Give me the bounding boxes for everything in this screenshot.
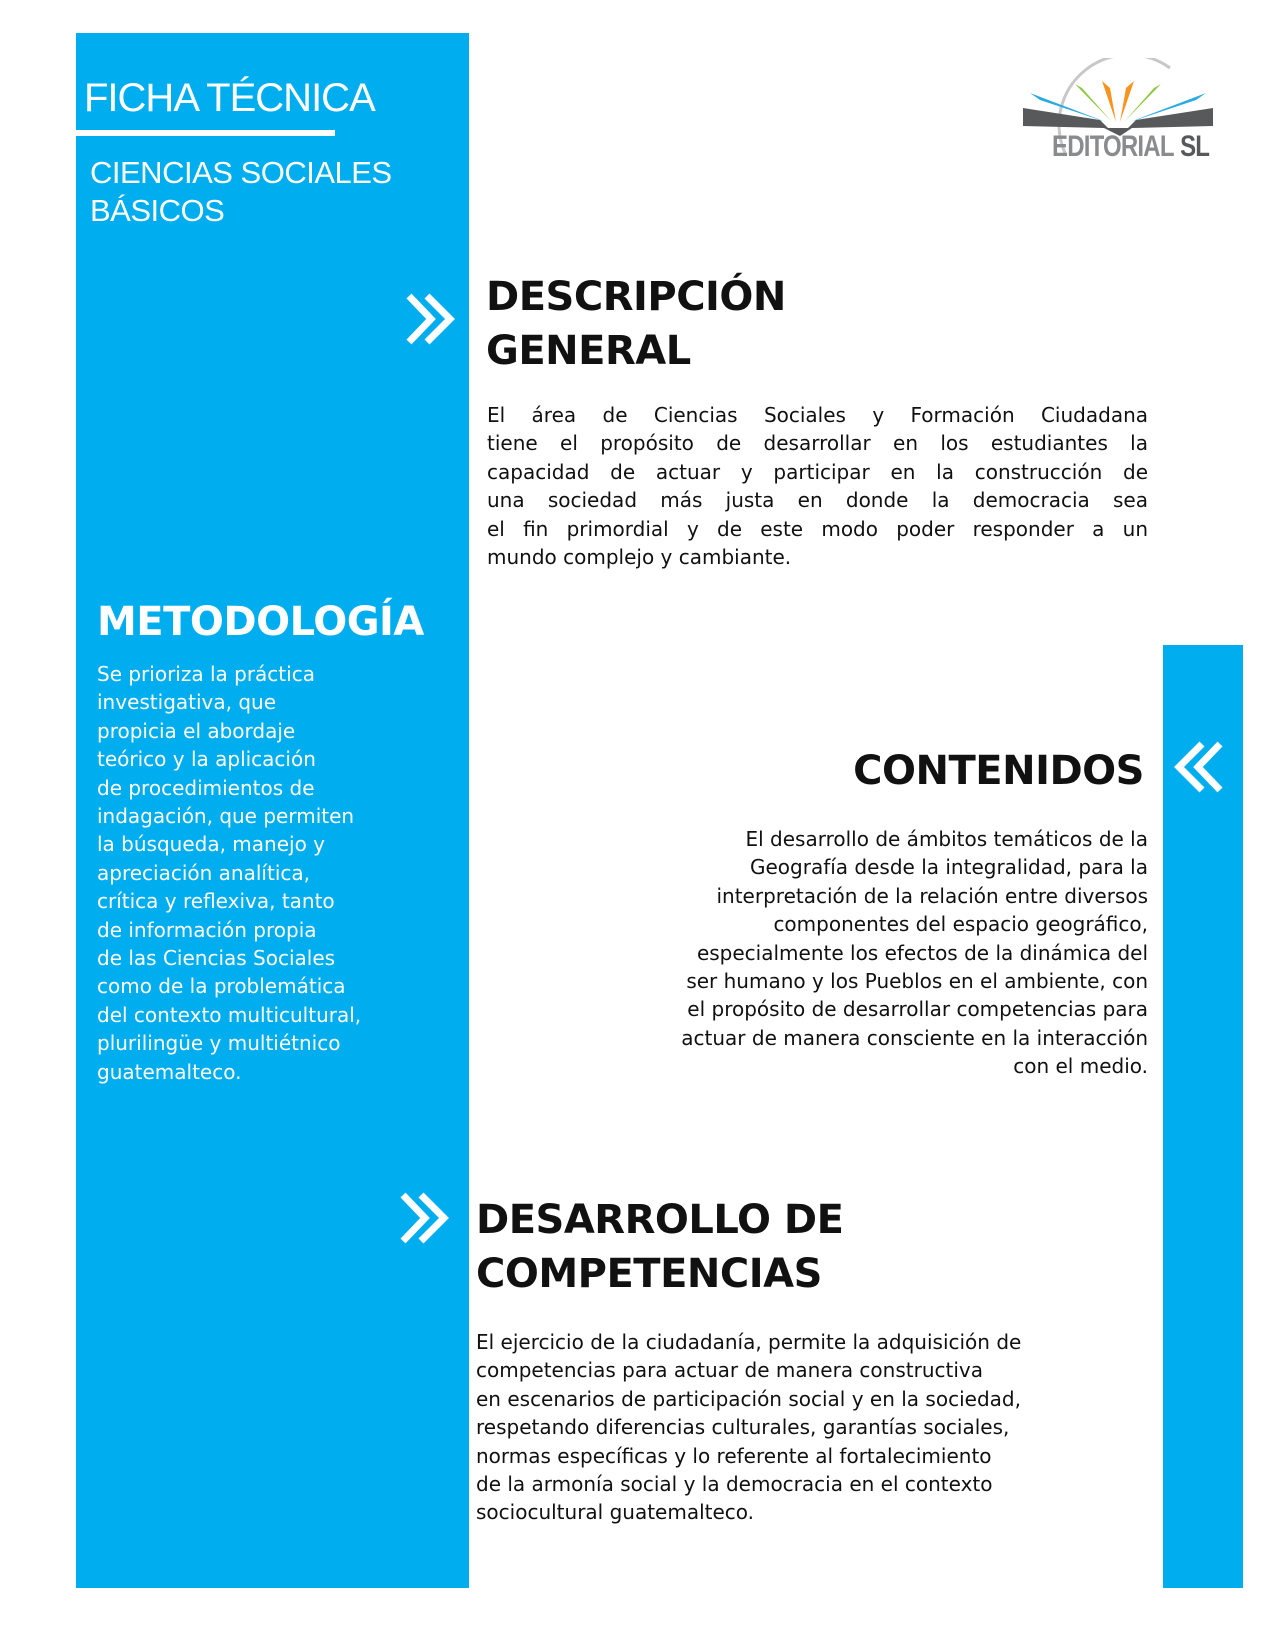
subtitle-line: BÁSICOS [90,193,225,228]
logo-text: EDITORIAL [1052,130,1174,163]
page-title: FICHA TÉCNICA [84,76,375,120]
subtitle-line: CIENCIAS SOCIALES [90,155,392,190]
text-line: ser humano y los Pueblos en el ambiente, con [686,969,1148,994]
text-line: Se prioriza la práctica [97,662,315,686]
text-line: de la armonía social y la democracia en el contexto [476,1472,993,1497]
text-line: indagación, que permiten [97,804,355,829]
text-line: competencias para actuar de manera constructiva [476,1358,983,1383]
text-line: como de la problemática [97,974,346,999]
logo-text-suffix: SL [1180,130,1210,163]
competencias-heading [476,1193,843,1301]
text-line: investigativa, que [97,690,277,715]
text-line: El ejercicio de la ciudadanía, permite la adquisición de [476,1330,1022,1354]
text-line: sociocultural guatemalteco. [476,1500,755,1525]
title-underline [76,130,335,136]
subject-title [90,154,392,230]
text-line: El área de Ciencias Sociales y Formación Ciudadana [487,403,1148,427]
descripcion-body [487,401,1148,571]
double-chevron-left-icon [1172,740,1226,794]
text-line: Geografía desde la integralidad, para la [750,855,1148,880]
text-line: la búsqueda, manejo y [97,832,326,857]
metodologia-body [97,660,361,1086]
text-line: actuar de manera consciente en la interacción [681,1025,1148,1050]
text-line: una sociedad más justa en donde la democracia sea [487,488,1148,513]
text-line: interpretación de la relación entre diversos [716,883,1148,908]
descripcion-heading [486,270,786,378]
text-line: propicia el abordaje [97,718,296,743]
text-line: componentes del espacio geográfico, [773,912,1148,937]
text-line: especialmente los efectos de la dinámica del [696,940,1148,965]
text-line: el propósito de desarrollar competencias para [687,997,1148,1022]
text-line: de procedimientos de [97,775,315,800]
text-line: con el medio. [1013,1054,1148,1079]
contenidos-body [681,825,1148,1081]
text-line: crítica y reflexiva, tanto [97,889,335,914]
heading-line: COMPETENCIAS [476,1251,822,1297]
text-line: mundo complejo y cambiante. [487,545,792,570]
competencias-body [476,1328,1021,1527]
text-line: del contexto multicultural, [97,1002,362,1027]
heading-line: DESCRIPCIÓN [486,274,786,320]
double-chevron-right-icon [399,1191,451,1245]
text-line: de información propia [97,917,317,942]
text-line: guatemalteco. [97,1059,242,1084]
text-line: teórico y la aplicación [97,747,316,772]
text-line: respetando diferencias culturales, garantías sociales, [476,1415,1010,1440]
text-line: el fin primordial y de este modo poder responder a un [487,516,1148,541]
text-line: plurilingüe y multiétnico [97,1031,341,1056]
metodologia-heading: METODOLOGÍA [97,599,424,645]
heading-line: DESARROLLO DE [476,1197,844,1243]
text-line: apreciación analítica, [97,860,310,885]
double-chevron-right-icon [405,292,457,346]
contenidos-heading: CONTENIDOS [853,748,1144,794]
text-line: El desarrollo de ámbitos temáticos de la [745,827,1148,851]
text-line: de las Ciencias Sociales [97,946,336,971]
text-line: normas específicas y lo referente al fortalecimiento [476,1443,992,1468]
editorial-sl-logo [1020,58,1225,168]
text-line: tiene el propósito de desarrollar en los estudiantes la [487,431,1148,456]
text-line: en escenarios de participación social y en la sociedad, [476,1386,1021,1411]
heading-line: GENERAL [486,328,691,374]
text-line: capacidad de actuar y participar en la construcción de [487,459,1148,484]
